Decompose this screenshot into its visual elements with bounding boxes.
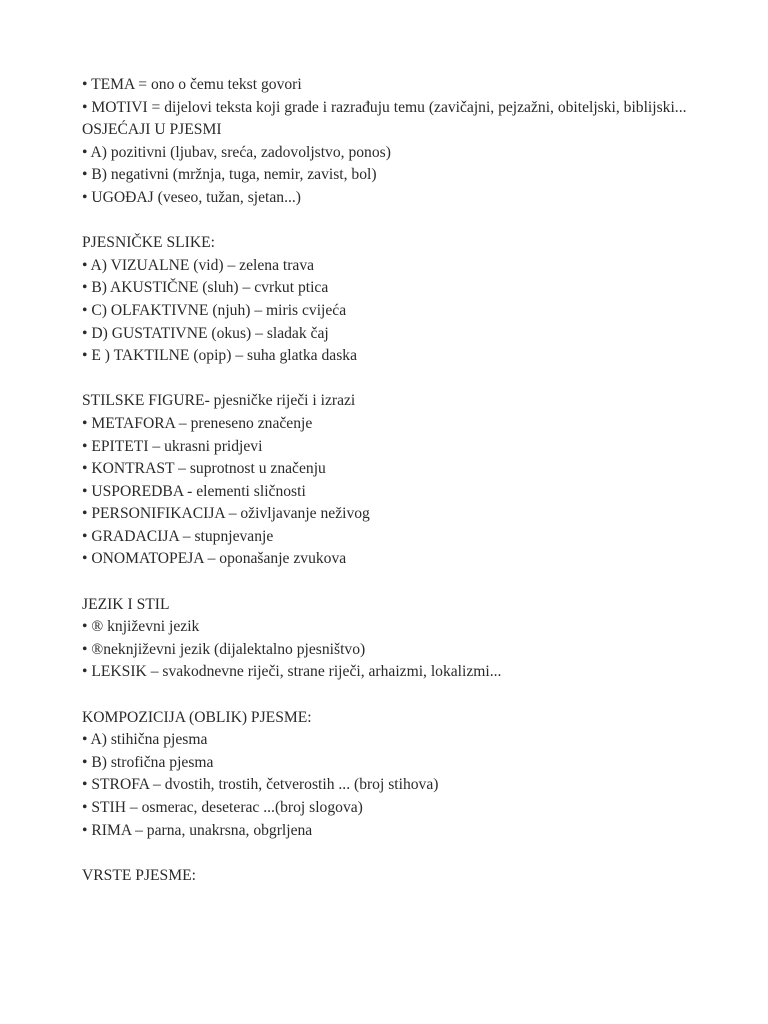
section-heading-slike: PJESNIČKE SLIKE: <box>82 234 215 252</box>
spacer <box>82 210 742 233</box>
list-item: • A) stihična pjesma <box>82 731 208 749</box>
document-body <box>82 74 742 887</box>
section-heading-kompozicija: KOMPOZICIJA (OBLIK) PJESME: <box>82 708 312 726</box>
list-item: • B) AKUSTIČNE (sluh) – cvrkut ptica <box>82 279 329 297</box>
section-heading-figure: STILSKE FIGURE- pjesničke riječi i izrazi <box>82 392 356 410</box>
list-item: • A) VIZUALNE (vid) – zelena trava <box>82 256 315 274</box>
list-item: • KONTRAST – suprotnost u značenju <box>82 460 326 478</box>
list-item: • PERSONIFIKACIJA – oživljavanje neživog <box>82 505 370 523</box>
list-item: • C) OLFAKTIVNE (njuh) – miris cvijeća <box>82 301 347 319</box>
list-item: • ®neknjiževni jezik (dijalektalno pjesništvo) <box>82 640 366 658</box>
list-item: • USPOREDBA - elementi sličnosti <box>82 482 306 500</box>
list-item: • EPITETI – ukrasni pridjevi <box>82 437 263 455</box>
list-item: • ONOMATOPEJA – oponašanje zvukova <box>82 550 347 568</box>
list-item: • GRADACIJA – stupnjevanje <box>82 527 274 545</box>
intro-motivi: • MOTIVI = dijelovi teksta koji grade i razrađuju temu (zavičajni, pejzažni, obiteljski, biblijski... <box>82 98 687 116</box>
list-item: • ® književni jezik <box>82 618 200 636</box>
list-item: • A) pozitivni (ljubav, sreća, zadovoljstvo, ponos) <box>82 143 391 161</box>
list-item: • E ) TAKTILNE (opip) – suha glatka daska <box>82 347 358 365</box>
list-item: • B) negativni (mržnja, tuga, nemir, zavist, bol) <box>82 166 377 184</box>
spacer <box>82 842 742 865</box>
list-item: • RIMA – parna, unakrsna, obgrljena <box>82 821 313 839</box>
spacer <box>82 571 742 594</box>
list-item: • LEKSIK – svakodnevne riječi, strane riječi, arhaizmi, lokalizmi... <box>82 663 502 681</box>
section-heading-jezik: JEZIK I STIL <box>82 595 170 613</box>
list-item: • STIH – osmerac, deseterac ...(broj slogova) <box>82 799 363 816</box>
list-item: • B) strofična pjesma <box>82 753 214 771</box>
list-item: • STROFA – dvostih, trostih, četverostih ... (broj stihova) <box>82 776 439 794</box>
list-item: • METAFORA – preneseno značenje <box>82 414 313 432</box>
list-item: • UGOĐAJ (veseo, tužan, sjetan...) <box>82 188 301 206</box>
section-heading-vrste: VRSTE PJESME: <box>82 866 196 884</box>
spacer <box>82 684 742 707</box>
spacer <box>82 368 742 391</box>
intro-tema: • TEMA = ono o čemu tekst govori <box>82 76 302 93</box>
list-item: • D) GUSTATIVNE (okus) – sladak čaj <box>82 324 329 342</box>
section-heading-osjecaji: OSJEĆAJI U PJESMI <box>82 121 222 139</box>
